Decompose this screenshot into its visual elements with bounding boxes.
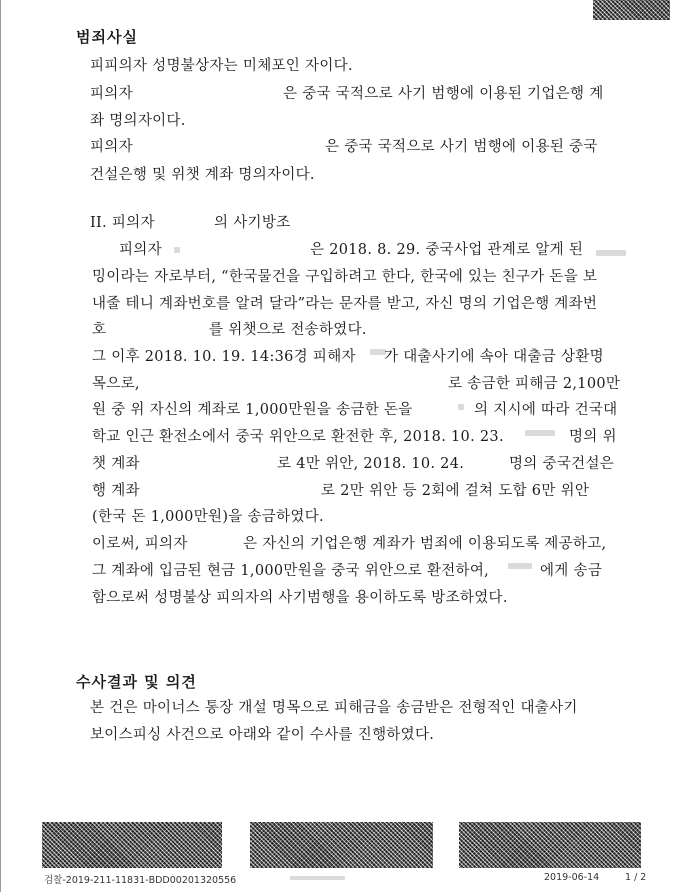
text-line: 로 2만 위안 등 2회에 걸쳐 도합 6만 위안 bbox=[321, 483, 590, 499]
section-title-investigation-result: 수사결과 및 의견 bbox=[76, 673, 197, 691]
text-line: 명의 위 bbox=[569, 429, 617, 445]
text-line: 학교 인근 환전소에서 중국 위안으로 환전한 후, 2018. 10. 23. bbox=[92, 429, 504, 445]
text-line: 함으로써 성명불상 피의자의 사기범행을 용이하도록 방조하였다. bbox=[92, 590, 508, 606]
text-line: 보이스피싱 사건으로 아래와 같이 수사를 진행하였다. bbox=[90, 727, 435, 743]
text-line: 본 건은 마이너스 통장 개설 명목으로 피해금을 송금받은 전형적인 대출사기 bbox=[90, 700, 578, 716]
text-line: 호 bbox=[92, 322, 107, 338]
text-line: 건설은행 및 위챗 계좌 명의자이다. bbox=[90, 167, 315, 183]
text-line: 은 2018. 8. 29. 중국사업 관계로 알게 된 bbox=[310, 242, 584, 258]
text-line: 그 이후 2018. 10. 19. 14:36경 피해자 bbox=[92, 349, 356, 365]
text-line: 의 지시에 따라 건국대 bbox=[474, 402, 618, 418]
redaction-mark-bottom bbox=[42, 822, 222, 868]
redaction-mark bbox=[525, 430, 555, 436]
text-line: 피의자 bbox=[90, 139, 133, 155]
text-line: 좌 명의자이다. bbox=[90, 113, 186, 129]
text-line: 피피의자 성명불상자는 미체포인 자이다. bbox=[90, 58, 353, 74]
document-date: 2019-06-14 bbox=[544, 872, 600, 883]
redaction-mark bbox=[290, 876, 345, 880]
text-line: 를 위챗으로 전송하였다. bbox=[209, 322, 367, 338]
text-line: 밍이라는 자로부터, “한국물건을 구입하려고 한다, 한국에 있는 친구가 돈을 보 bbox=[92, 269, 598, 285]
text-line: 챗 계좌 bbox=[92, 456, 140, 472]
text-line: 그 계좌에 입금된 현금 1,000만원을 중국 위안으로 환전하여, bbox=[92, 563, 490, 579]
text-line: 원 중 위 자신의 계좌로 1,000만원을 송금한 돈을 bbox=[92, 402, 413, 418]
text-line: 피의자 bbox=[119, 242, 162, 258]
redaction-mark-top bbox=[593, 0, 670, 20]
text-line: 명의 중국건설은 bbox=[509, 456, 615, 472]
text-line: 피의자 bbox=[90, 86, 133, 102]
text-line: 목으로, bbox=[92, 376, 140, 392]
document-id: 검찰-2019-211-11831-BDD00201320556 bbox=[44, 875, 237, 886]
redaction-mark bbox=[596, 250, 626, 256]
page-number: 1 / 2 bbox=[625, 872, 647, 883]
text-line: 은 자신의 기업은행 계좌가 범죄에 이용되도록 제공하고, bbox=[243, 536, 607, 552]
section-heading-rest: 의 사기방조 bbox=[214, 215, 291, 231]
text-line: 은 중국 국적으로 사기 범행에 이용된 중국 bbox=[325, 139, 598, 155]
redaction-mark bbox=[174, 247, 180, 253]
text-line: 로 4만 위안, 2018. 10. 24. bbox=[277, 456, 465, 472]
text-line: 이로써, 피의자 bbox=[92, 536, 188, 552]
text-line: 가 대출사기에 속아 대출금 상환명 bbox=[384, 349, 604, 365]
text-line: 내줄 테니 계좌번호를 알려 달라”라는 문자를 받고, 자신 명의 기업은행 계좌번 bbox=[92, 296, 598, 312]
section-title-crime-facts: 범죄사실 bbox=[76, 28, 138, 46]
text-line: (한국 돈 1,000만원)을 송금하였다. bbox=[92, 509, 324, 525]
text-line: 행 계좌 bbox=[92, 483, 140, 499]
section-heading-aiding-fraud: II. 피의자 bbox=[90, 215, 155, 231]
redaction-mark-bottom bbox=[250, 822, 433, 868]
text-line: 은 중국 국적으로 사기 범행에 이용된 기업은행 계 bbox=[283, 86, 604, 102]
text-line: 에게 송금 bbox=[540, 563, 603, 579]
redaction-mark bbox=[458, 404, 464, 410]
redaction-mark bbox=[508, 563, 532, 569]
redaction-mark-bottom bbox=[459, 822, 641, 868]
text-line: 로 송금한 피해금 2,100만 bbox=[448, 376, 621, 392]
